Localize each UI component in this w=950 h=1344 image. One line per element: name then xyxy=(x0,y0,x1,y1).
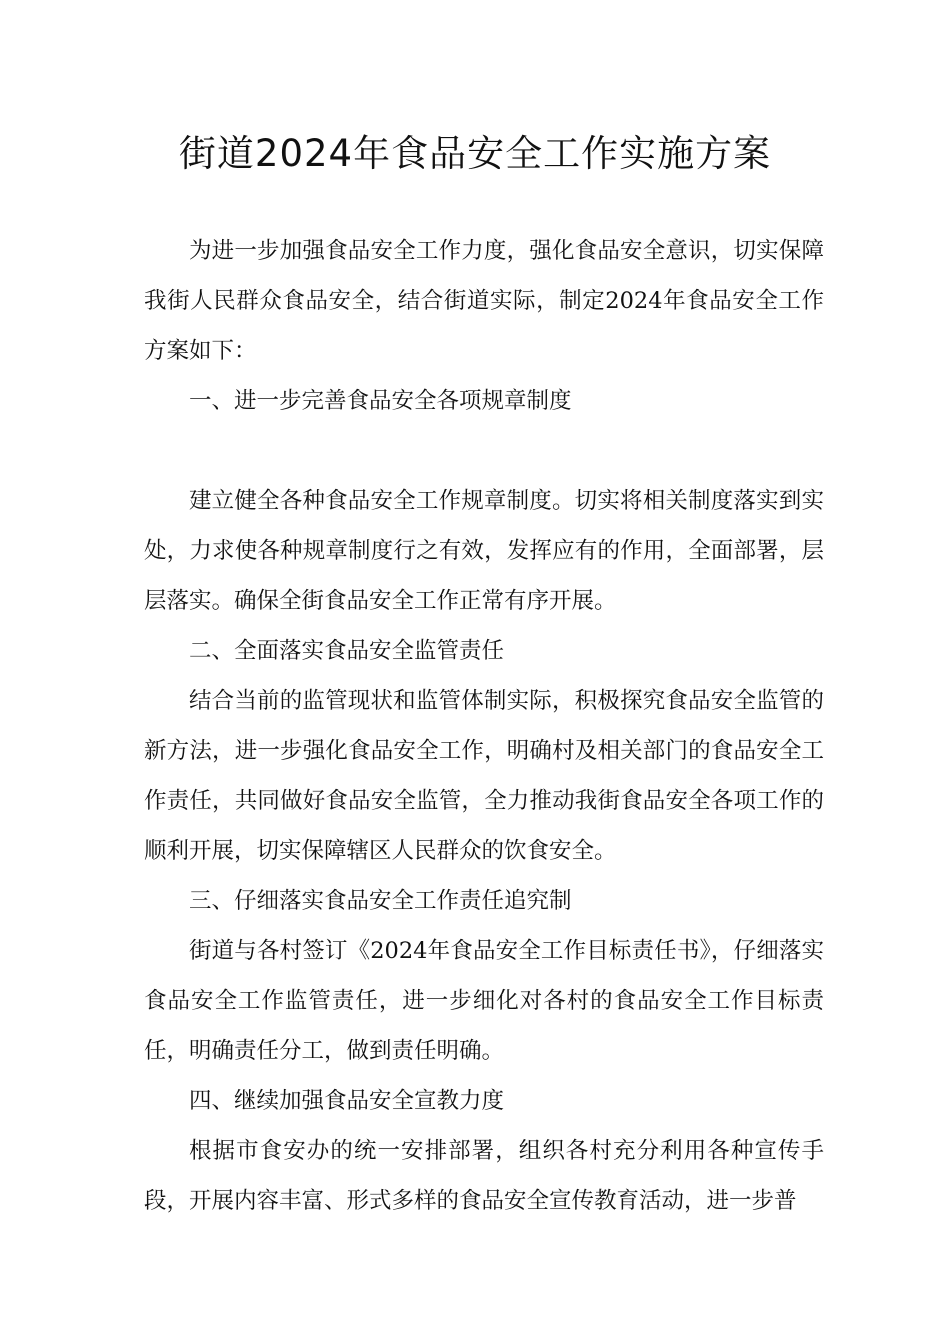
intro-paragraph: 为进一步加强食品安全工作力度，强化食品安全意识，切实保障我街人民群众食品安全，结合街道实际，制定2024年食品安全工作方案如下： xyxy=(144,238,824,364)
section-2-heading: 二、全面落实食品安全监管责任 xyxy=(189,638,505,664)
document-body xyxy=(144,226,824,1226)
section-1-heading: 一、进一步完善食品安全各项规章制度 xyxy=(189,388,572,414)
section-2-paragraph: 结合当前的监管现状和监管体制实际，积极探究食品安全监管的新方法，进一步强化食品安全工作，明确村及相关部门的食品安全工作责任，共同做好食品安全监管，全力推动我街食品安全各项工作的顺利开展，切实保障辖区人民群众的饮食安全。 xyxy=(144,688,824,864)
section-4-paragraph: 根据市食安办的统一安排部署，组织各村充分利用各种宣传手段，开展内容丰富、形式多样的食品安全宣传教育活动，进一步普 xyxy=(144,1138,824,1214)
document-title: 街道2024年食品安全工作实施方案 xyxy=(178,132,772,175)
section-3-heading: 三、仔细落实食品安全工作责任追究制 xyxy=(189,888,572,914)
section-1-paragraph: 建立健全各种食品安全工作规章制度。切实将相关制度落实到实处，力求使各种规章制度行之有效，发挥应有的作用，全面部署，层层落实。确保全街食品安全工作正常有序开展。 xyxy=(144,488,824,614)
blank-line xyxy=(144,426,824,476)
section-3-paragraph: 街道与各村签订《2024年食品安全工作目标责任书》，仔细落实食品安全工作监管责任，进一步细化对各村的食品安全工作目标责任，明确责任分工，做到责任明确。 xyxy=(144,938,824,1064)
section-4-heading: 四、继续加强食品安全宣教力度 xyxy=(189,1088,505,1114)
